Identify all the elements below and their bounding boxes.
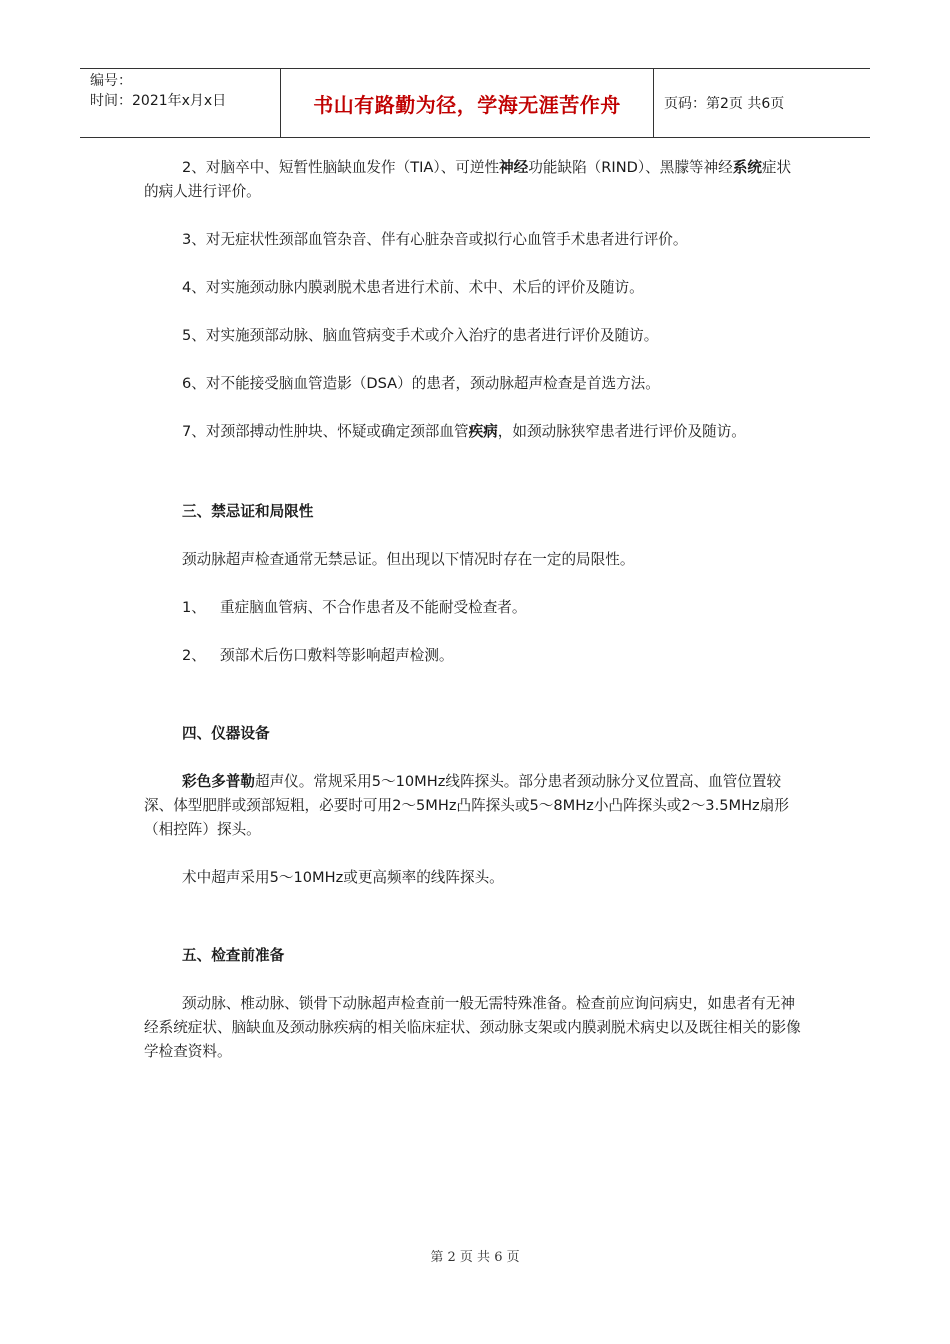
spacer: [144, 692, 804, 722]
page-label: 页码：第2页 共6页: [664, 96, 785, 112]
equipment-paragraph: 彩色多普勒超声仪。常规采用5～10MHz线阵探头。部分患者颈动脉分叉位置高、血管位置较深、体型肥胖或颈部短粗，必要时可用2～5MHz凸阵探头或5～8MHz小凸阵探头或2～3.5MHz扇形（相控阵）探头。: [144, 773, 789, 838]
equipment-paragraph-2: 术中超声采用5～10MHz或更高频率的线阵探头。: [182, 869, 504, 886]
paragraph-3: 3、对无症状性颈部血管杂音、伴有心脏杂音或拟行心血管手术患者进行评价。: [182, 231, 688, 248]
keyword-link[interactable]: 神经: [499, 159, 529, 176]
spacer: [144, 914, 804, 944]
motto: 书山有路勤为径，学海无涯苦作舟: [313, 92, 621, 117]
header-meta: [80, 69, 281, 137]
header-page-cell: [654, 69, 870, 137]
contraindication-intro: 颈动脉超声检查通常无禁忌证。但出现以下情况时存在一定的局限性。: [182, 551, 635, 568]
time-label: 时间：2021年x月x日: [90, 93, 227, 109]
paragraph-6: 6、对不能接受脑血管造影（DSA）的患者，颈动脉超声检查是首选方法。: [182, 375, 660, 392]
spacer: [144, 468, 804, 500]
page-header: [80, 68, 870, 138]
section-heading-4: 四、仪器设备: [182, 725, 270, 742]
header-motto-cell: [281, 69, 654, 137]
section-heading-5: 五、检查前准备: [182, 947, 285, 964]
document-body: [144, 156, 804, 1088]
keyword-link[interactable]: 疾病: [468, 423, 498, 440]
preparation-paragraph: 颈动脉、椎动脉、锁骨下动脉超声检查前一般无需特殊准备。检查前应询问病史，如患者有无神经系统症状、脑缺血及颈动脉疾病的相关临床症状、颈动脉支架或内膜剥脱术病史以及既往相关的影像学检查资料。: [144, 995, 801, 1060]
paragraph-4: 4、对实施颈动脉内膜剥脱术患者进行术前、术中、术后的评价及随访。: [182, 279, 644, 296]
page-footer: 第 2 页 共 6 页: [430, 1250, 520, 1265]
section-heading-3: 三、禁忌证和局限性: [182, 503, 314, 520]
paragraph-7: 7、对颈部搏动性肿块、怀疑或确定颈部血管疾病，如颈动脉狭窄患者进行评价及随访。: [182, 423, 746, 440]
list-item: 2、 颈部术后伤口敷料等影响超声检测。: [182, 647, 454, 664]
paragraph-2: 2、对脑卒中、短暂性脑缺血发作（TIA）、可逆性神经功能缺陷（RIND）、黑朦等神经系统症状的病人进行评价。: [144, 159, 792, 200]
keyword-link[interactable]: 彩色多普勒: [182, 773, 255, 790]
paragraph-5: 5、对实施颈部动脉、脑血管病变手术或介入治疗的患者进行评价及随访。: [182, 327, 659, 344]
keyword-link[interactable]: 系统: [732, 159, 762, 176]
list-item: 1、 重症脑血管病、不合作患者及不能耐受检查者。: [182, 599, 527, 616]
number-label: 编号：: [90, 73, 132, 89]
